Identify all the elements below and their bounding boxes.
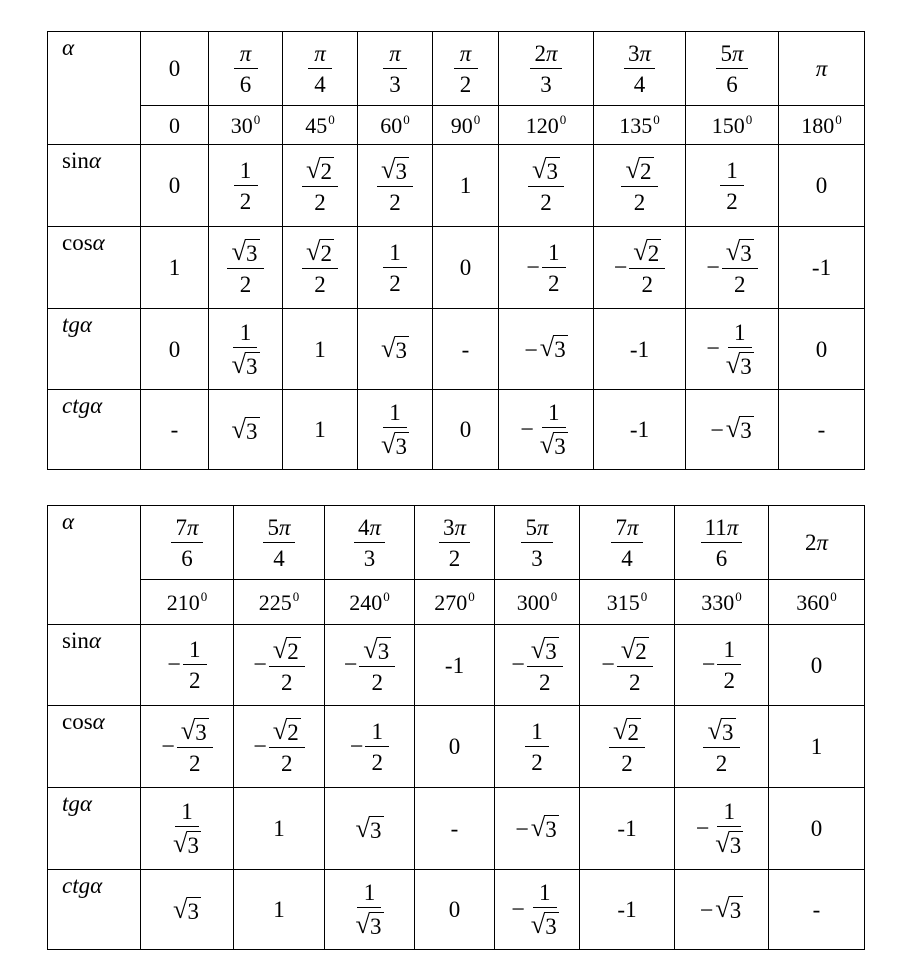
value-cell: -1 [594,390,686,470]
function-row [48,309,865,390]
trig-table-second-half [47,505,865,950]
angle-deg-cell: $60^0$ [358,106,433,145]
angle-deg-cell: $360^0$ [769,580,865,625]
alpha-header: α [48,506,141,625]
value-cell: − √ 3 2 [141,706,234,788]
angle-deg-cell: $90^0$ [433,106,499,145]
value-cell: $\frac{1}{2}$ [686,145,779,227]
value-cell: $\frac{1}{2}$ [358,227,433,309]
angle-rad-cell: $\frac{11\pi}{6}$ [675,506,769,580]
angle-rad-cell: $\frac{\pi}{6}$ [209,32,283,106]
value-cell: − 1 √ 3 [499,390,594,470]
function-label: tgα [48,309,141,390]
function-label: ctgα [48,870,141,950]
value-cell: 1 √ 3 [325,870,415,950]
value-cell: 1 [234,788,325,870]
table-1-body [48,32,865,470]
value-cell: − $\frac{1}{2}$ [675,625,769,706]
angle-deg-cell: $300^0$ [495,580,580,625]
value-cell: $\frac{1}{2}$ [495,706,580,788]
angle-deg-cell: $30^0$ [209,106,283,145]
value-cell: − $\frac{1}{2}$ [499,227,594,309]
value-cell: - [769,870,865,950]
angle-rad-cell: $\frac{5\pi}{6}$ [686,32,779,106]
value-cell: √ 3 2 [209,227,283,309]
value-cell: √ 3 [325,788,415,870]
angle-deg-cell: $315^0$ [580,580,675,625]
function-row [48,870,865,950]
value-cell: √ 3 2 [675,706,769,788]
value-cell: − √ 2 2 [234,625,325,706]
value-cell: 0 [433,390,499,470]
function-row [48,625,865,706]
value-cell: 1 [234,870,325,950]
value-cell: 0 [433,227,499,309]
function-label: cosα [48,706,141,788]
value-cell: 1 [283,309,358,390]
value-cell: 1 √ 3 [141,788,234,870]
angle-rad-cell: $\frac{5\pi}{3}$ [495,506,580,580]
value-cell: √ 3 2 [499,145,594,227]
function-row [48,145,865,227]
angle-rad-cell: $\frac{3\pi}{4}$ [594,32,686,106]
angle-rad-cell: 2π [769,506,865,580]
angle-deg-cell: $240^0$ [325,580,415,625]
value-cell: − √ 3 2 [495,625,580,706]
value-cell: − $\frac{1}{2}$ [325,706,415,788]
value-cell: 0 [415,706,495,788]
angle-rad-cell: π [779,32,865,106]
angle-deg-cell: $150^0$ [686,106,779,145]
value-cell: 1 √ 3 [209,309,283,390]
function-label: ctgα [48,390,141,470]
function-row [48,788,865,870]
angle-rad-cell: $\frac{7\pi}{6}$ [141,506,234,580]
value-cell: 1 [433,145,499,227]
angle-deg-cell: $270^0$ [415,580,495,625]
angle-rad-cell: $\frac{\pi}{2}$ [433,32,499,106]
angle-rad-cell: $\frac{2\pi}{3}$ [499,32,594,106]
angle-deg-cell: $180^0$ [779,106,865,145]
value-cell: 0 [415,870,495,950]
value-cell: 0 [769,625,865,706]
value-cell: − √ 3 [675,870,769,950]
angle-rad-cell: $\frac{4\pi}{3}$ [325,506,415,580]
value-cell: -1 [594,309,686,390]
function-label: sinα [48,145,141,227]
value-cell: √ 2 2 [580,706,675,788]
value-cell: 0 [779,309,865,390]
value-cell: 1 [769,706,865,788]
angle-deg-cell: $45^0$ [283,106,358,145]
function-label: cosα [48,227,141,309]
value-cell: − √ 3 [495,788,580,870]
value-cell: 0 [141,309,209,390]
angle-rad-cell: $\frac{\pi}{3}$ [358,32,433,106]
value-cell: - [779,390,865,470]
angle-rad-cell: $\frac{7\pi}{4}$ [580,506,675,580]
value-cell: − √ 3 2 [325,625,415,706]
value-cell: 1 [283,390,358,470]
value-cell: − $\frac{1}{2}$ [141,625,234,706]
value-cell: √ 3 [358,309,433,390]
value-cell: − 1 √ 3 [686,309,779,390]
angle-rad-cell: 0 [141,32,209,106]
value-cell: − 1 √ 3 [675,788,769,870]
value-cell: − √ 3 [686,390,779,470]
function-label: sinα [48,625,141,706]
value-cell: 1 [141,227,209,309]
value-cell: 0 [769,788,865,870]
value-cell: -1 [415,625,495,706]
angle-deg-cell: $330^0$ [675,580,769,625]
function-row [48,706,865,788]
angle-deg-cell: 0 [141,106,209,145]
value-cell: − √ 3 2 [686,227,779,309]
angle-rad-cell: $\frac{3\pi}{2}$ [415,506,495,580]
angle-deg-cell: $120^0$ [499,106,594,145]
angle-deg-cell: $135^0$ [594,106,686,145]
value-cell: -1 [779,227,865,309]
value-cell: √ 3 2 [358,145,433,227]
value-cell: √ 2 2 [594,145,686,227]
value-cell: − 1 √ 3 [495,870,580,950]
angle-rad-cell: $\frac{5\pi}{4}$ [234,506,325,580]
value-cell: - [415,788,495,870]
value-cell: √ 2 2 [283,227,358,309]
value-cell: $\frac{1}{2}$ [209,145,283,227]
value-cell: - [433,309,499,390]
table-2-body [48,506,865,950]
value-cell: − √ 3 [499,309,594,390]
angle-deg-cell: $225^0$ [234,580,325,625]
value-cell: - [141,390,209,470]
value-cell: 0 [779,145,865,227]
value-cell: − √ 2 2 [234,706,325,788]
angle-deg-cell: $210^0$ [141,580,234,625]
value-cell: − √ 2 2 [580,625,675,706]
function-label: tgα [48,788,141,870]
value-cell: √ 3 [209,390,283,470]
value-cell: √ 2 2 [283,145,358,227]
alpha-header: α [48,32,141,145]
trig-table-first-half [47,31,865,470]
value-cell: -1 [580,870,675,950]
angle-rad-cell: $\frac{\pi}{4}$ [283,32,358,106]
value-cell: − √ 2 2 [594,227,686,309]
value-cell: 1 √ 3 [358,390,433,470]
value-cell: -1 [580,788,675,870]
value-cell: √ 3 [141,870,234,950]
function-row [48,390,865,470]
value-cell: 0 [141,145,209,227]
function-row [48,227,865,309]
